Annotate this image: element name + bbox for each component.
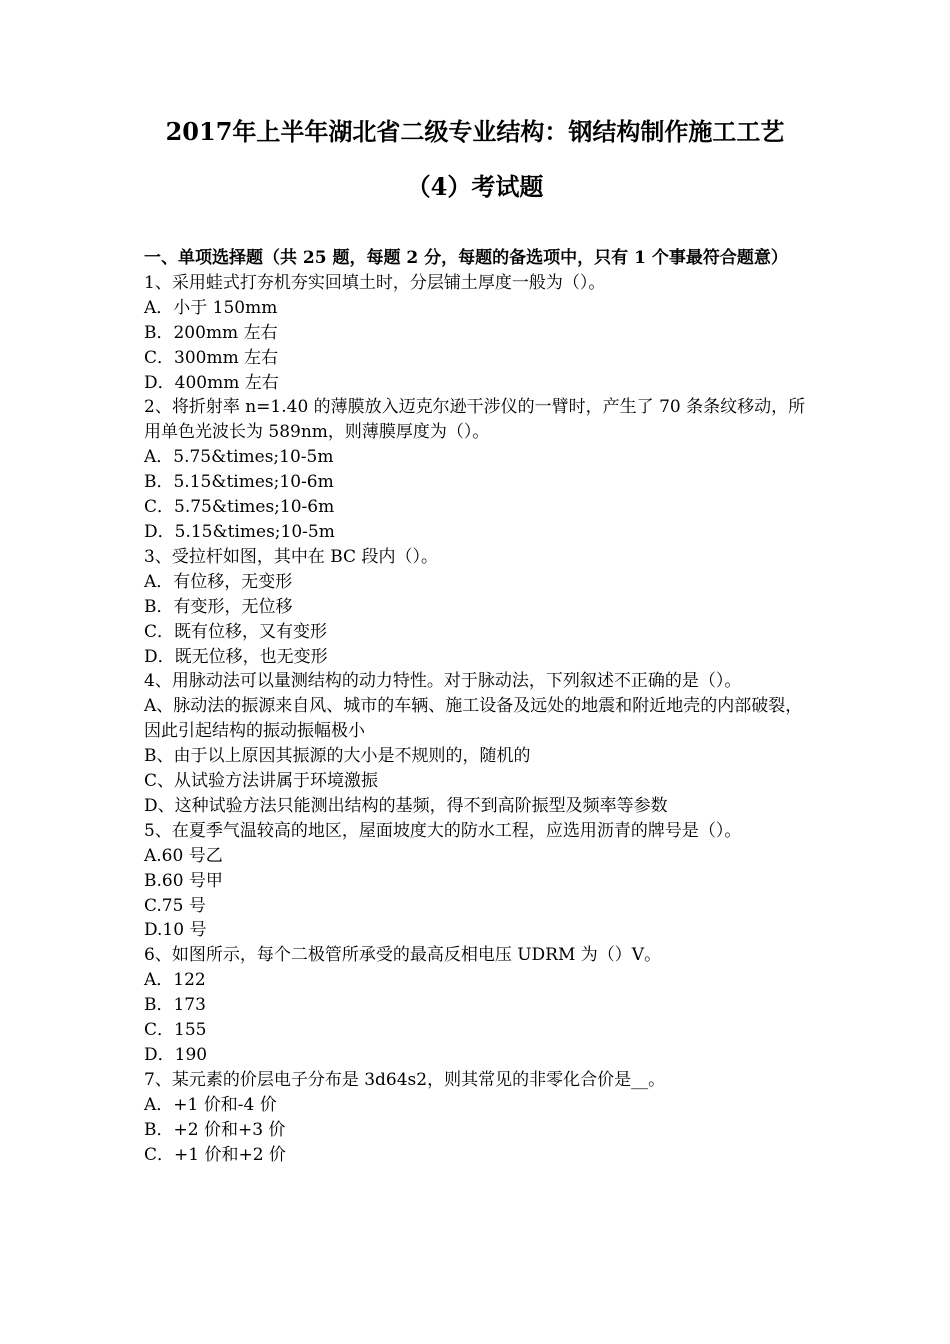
question-stem: 4、用脉动法可以量测结构的动力特性。对于脉动法，下列叙述不正确的是（）。 <box>144 671 742 692</box>
option-d: D．190 <box>144 1045 208 1065</box>
question-stem: 5、在夏季气温较高的地区，屋面坡度大的防水工程，应选用沥青的牌号是（）。 <box>144 820 742 841</box>
option-a: A.60 号乙 <box>144 845 223 866</box>
option-b: B．5.15&times;10-6m <box>144 472 334 493</box>
document-title-line-1: 2017年上半年湖北省二级专业结构：钢结构制作施工工艺 <box>165 117 785 146</box>
option-c: C．300mm 左右 <box>144 347 279 368</box>
option-c: C．+1 价和+2 价 <box>144 1144 286 1165</box>
option-c: C、从试验方法讲属于环境激振 <box>144 771 379 792</box>
option-a: A、脉动法的振源来自风、城市的车辆、施工设备及远处的地震和附近地壳的内部破裂，因此引起结构的振动振幅极小 <box>144 696 803 742</box>
option-a: A．+1 价和-4 价 <box>144 1094 277 1115</box>
option-b: B．有变形，无位移 <box>144 596 293 617</box>
question-6 <box>144 943 814 1068</box>
question-2 <box>144 395 814 544</box>
option-b: B、由于以上原因其振源的大小是不规则的，随机的 <box>144 746 531 767</box>
option-d: D．400mm 左右 <box>144 372 279 393</box>
question-4 <box>144 669 814 818</box>
option-c: C.75 号 <box>144 895 206 916</box>
question-stem: 3、受拉杆如图，其中在 BC 段内（）。 <box>144 546 438 567</box>
option-b: B.60 号甲 <box>144 870 223 891</box>
option-c: C．既有位移，又有变形 <box>144 621 328 642</box>
question-5 <box>144 819 814 944</box>
option-d: D．既无位移，也无变形 <box>144 646 328 667</box>
option-d: D、这种试验方法只能测出结构的基频，得不到高阶振型及频率等参数 <box>144 795 668 816</box>
question-stem: 7、某元素的价层电子分布是 3d64s2，则其常见的非零化合价是__。 <box>144 1069 666 1090</box>
option-b: B．+2 价和+3 价 <box>144 1119 286 1140</box>
question-stem: 1、采用蛙式打夯机夯实回填土时，分层铺土厚度一般为（）。 <box>144 272 606 293</box>
section-heading: 一、单项选择题（共 25 题，每题 2 分，每题的备选项中，只有 1 个事最符合题意） <box>144 248 788 268</box>
document-body <box>144 246 814 1168</box>
option-d: D.10 号 <box>144 920 207 941</box>
document-title-line-2: （4）考试题 <box>406 172 544 201</box>
option-d: D．5.15&times;10-5m <box>144 521 335 542</box>
question-stem: 2、将折射率 n=1.40 的薄膜放入迈克尔逊干涉仪的一臂时，产生了 70 条条纹移动，所用单色光波长为 589nm，则薄膜厚度为（）。 <box>144 397 806 443</box>
question-7 <box>144 1068 814 1168</box>
option-c: C．155 <box>144 1020 207 1041</box>
question-stem: 6、如图所示，每个二极管所承受的最高反相电压 UDRM 为（）V。 <box>144 945 662 966</box>
option-a: A．5.75&times;10-5m <box>144 447 334 468</box>
option-a: A．122 <box>144 970 206 991</box>
question-1 <box>144 271 814 396</box>
option-a: A．小于 150mm <box>144 297 278 318</box>
option-b: B．173 <box>144 995 206 1016</box>
question-3 <box>144 545 814 670</box>
option-b: B．200mm 左右 <box>144 322 278 343</box>
option-c: C．5.75&times;10-6m <box>144 497 335 518</box>
option-a: A．有位移，无变形 <box>144 571 293 592</box>
